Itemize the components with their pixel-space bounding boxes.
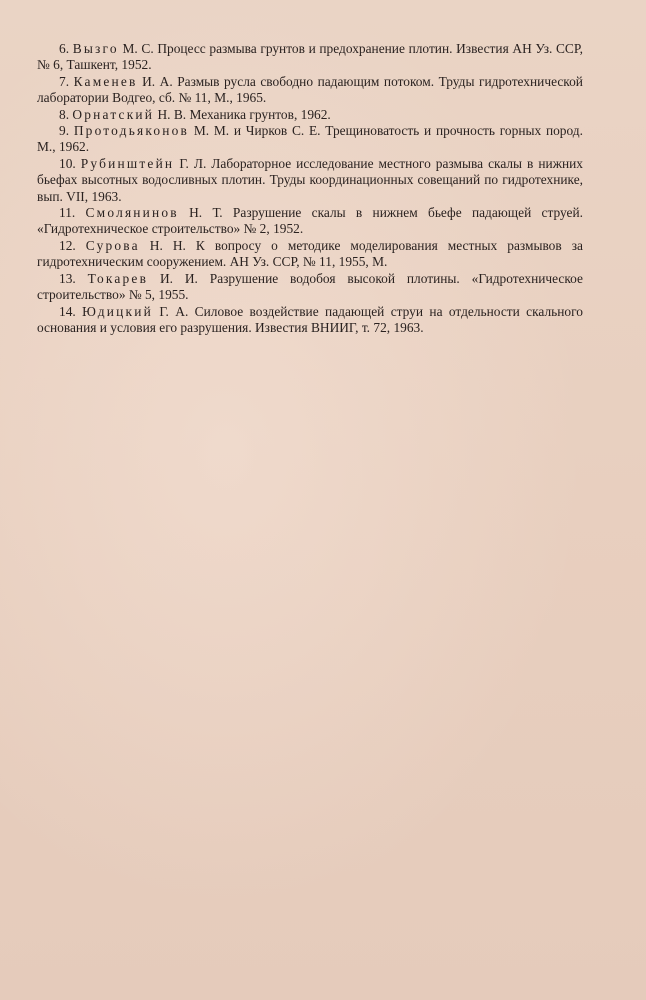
reference-number: 13.	[59, 270, 76, 286]
reference-item	[37, 156, 583, 205]
reference-item	[37, 238, 583, 271]
reference-author: Рубинштейн	[80, 155, 175, 171]
reference-author: Смолянинов	[85, 205, 179, 221]
reference-text: М. М. и Чирков С. Е. Трещиноватость и прочность горных пород. М., 1962.	[37, 123, 583, 155]
reference-item	[37, 41, 583, 74]
reference-item	[37, 205, 583, 238]
reference-author: Каменев	[73, 73, 138, 89]
reference-number: 8.	[59, 106, 70, 122]
reference-text: Н. В. Механика грунтов, 1962.	[157, 106, 331, 122]
reference-author: Токарев	[87, 270, 149, 286]
reference-number: 6.	[59, 41, 70, 56]
reference-author: Юдицкий	[82, 303, 153, 319]
reference-number: 14.	[59, 303, 76, 319]
reference-item	[37, 107, 583, 123]
reference-text: М. С. Процесс размыва грунтов и предохранение плотин. Известия АН Уз. ССР, № 6, Ташкент, 1952.	[37, 41, 583, 73]
reference-item	[37, 304, 583, 337]
reference-author: Вызго	[72, 41, 119, 56]
reference-number: 9.	[59, 123, 70, 139]
reference-text: Н. Т. Разрушение скалы в нижнем бьефе падающей струей. «Гидротехническое строительство» № 2, 1952.	[37, 205, 583, 237]
reference-text: И. И. Разрушение водобоя высокой плотины. «Гидротехническое строительство» № 5, 1955.	[37, 270, 583, 303]
reference-number: 11.	[59, 205, 76, 221]
reference-number: 10.	[59, 155, 76, 171]
reference-text: Н. Н. К вопросу о методике моделирования местных размывов за гидротехническим сооружением. АН Уз. ССР, № 11, 1955, М.	[37, 237, 583, 270]
reference-author: Протодьяконов	[73, 123, 190, 139]
reference-text: Г. Л. Лабораторное исследование местного размыва скалы в нижних бьефах высотных водосливных плотин. Труды координационных совещаний по гидротехнике, вып. VII, 1963.	[37, 155, 583, 204]
reference-text: И. А. Размыв русла свободно падающим потоком. Труды гидротехнической лаборатории Водгео, сб. № 11, М., 1965.	[37, 73, 583, 106]
reference-author: Орнатский	[72, 106, 155, 122]
reference-number: 7.	[59, 73, 70, 89]
reference-list	[37, 41, 583, 336]
reference-number: 12.	[59, 237, 76, 253]
reference-item	[37, 123, 583, 156]
reference-text: Г. А. Силовое воздействие падающей струи на отдельности скального основания и условия его разрушения. Известия ВНИИГ, т. 72, 1963.	[37, 303, 583, 335]
reference-item	[37, 271, 583, 304]
reference-author: Сурова	[85, 237, 140, 253]
reference-item	[37, 74, 583, 107]
